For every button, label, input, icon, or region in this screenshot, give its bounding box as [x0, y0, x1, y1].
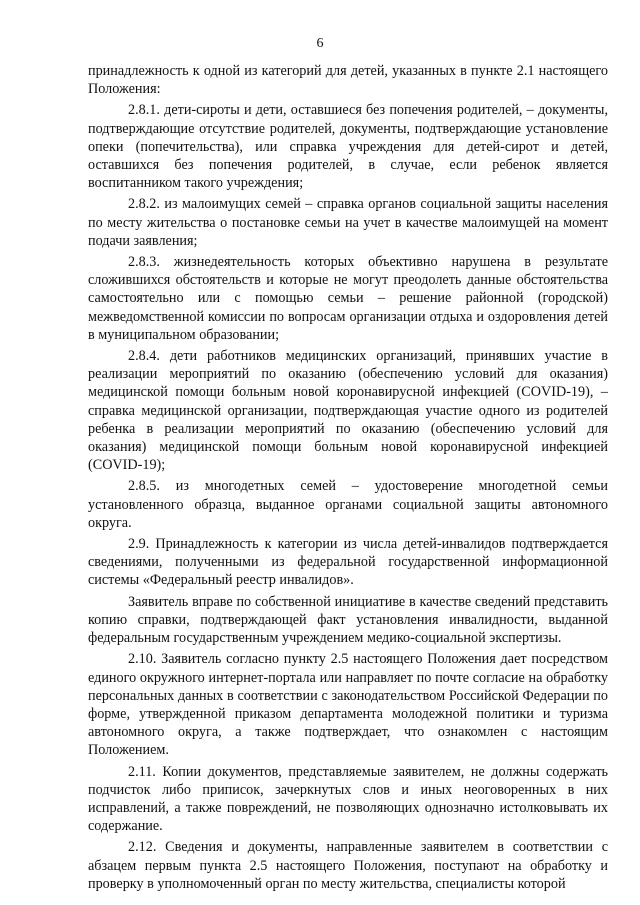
paragraph-2-8-5: 2.8.5. из многодетных семей – удостоверение многодетной семьи установленного образца, выданное органами социальной защиты автономного округа. [88, 478, 608, 531]
paragraph-2-9-applicant: Заявитель вправе по собственной инициативе в качестве сведений представить копию справки, подтверждающей факт установления инвалидности, выданной федеральным государственным учреждением медико-социальной экспертизы. [88, 593, 608, 647]
paragraph-2-11: 2.11. Копии документов, представляемые заявителем, не должны содержать подчисток либо приписок, зачеркнутых слов и иных неоговоренных в них исправлений, а также повреждений, не позволяющих однозначно истолковывать их содержание. [88, 763, 608, 835]
paragraph-2-8-3: 2.8.3. жизнедеятельность которых объективно нарушена в результате сложившихся обстоятельств и которые не могут преодолеть данные обстоятельства самостоятельно или с помощью семьи – решение районной (городской) межведомственной комиссии по вопросам организации отдыха и оздоровления детей в муниципальном образовании; [88, 254, 608, 343]
paragraph-2-10: 2.10. Заявитель согласно пункту 2.5 настоящего Положения дает посредством единого окружного интернет-портала или направляет по почте согласие на обработку персональных данных в соответствии с законодательством Российской Федерации по форме, утвержденной приказом департамента молодежной политики и туризма автономного округа, а также подтверждает, что ознакомлен с настоящим Положением. [88, 651, 608, 759]
paragraph-2-8-2: 2.8.2. из малоимущих семей – справка органов социальной защиты населения по месту жительства о постановке семьи на учет в качестве малоимущей на момент подачи заявления; [88, 196, 608, 249]
paragraph-2-12: 2.12. Сведения и документы, направленные заявителем в соответствии с абзацем первым пункта 2.5 настоящего Положения, поступают на обработку и проверку в уполномоченный орган по месту жительства, специалисты которой [88, 839, 608, 892]
paragraph-continuation: принадлежность к одной из категорий для детей, указанных в пункте 2.1 настоящего Положения: [88, 63, 608, 98]
document-body [88, 62, 608, 896]
paragraph-2-8-1: 2.8.1. дети-сироты и дети, оставшиеся без попечения родителей, – документы, подтверждающие отсутствие родителей, документы, подтверждающие установление опеки (попечительства), или справка учреждения для детей-сирот и детей, оставшихся без попечения родителей, в случае, если ребенок является воспитанником такого учреждения; [88, 102, 608, 192]
page-number: 6 [316, 36, 324, 51]
paragraph-2-9: 2.9. Принадлежность к категории из числа детей-инвалидов подтверждается сведениями, полученными из федеральной государственной информационной системы «Федеральный реестр инвалидов». [88, 536, 608, 589]
paragraph-2-8-4: 2.8.4. дети работников медицинских организаций, принявших участие в реализации мероприятий по оказанию (обеспечению условий для оказания) медицинской помощи больным новой коронавирусной инфекцией (COVID-19), – справка медицинской организации, подтверждающая участие одного из родителей ребенка в реализации мероприятий по оказанию (обеспечению условий для оказания) медицинской помощи больным новой коронавирусной инфекцией (COVID-19); [88, 348, 608, 474]
